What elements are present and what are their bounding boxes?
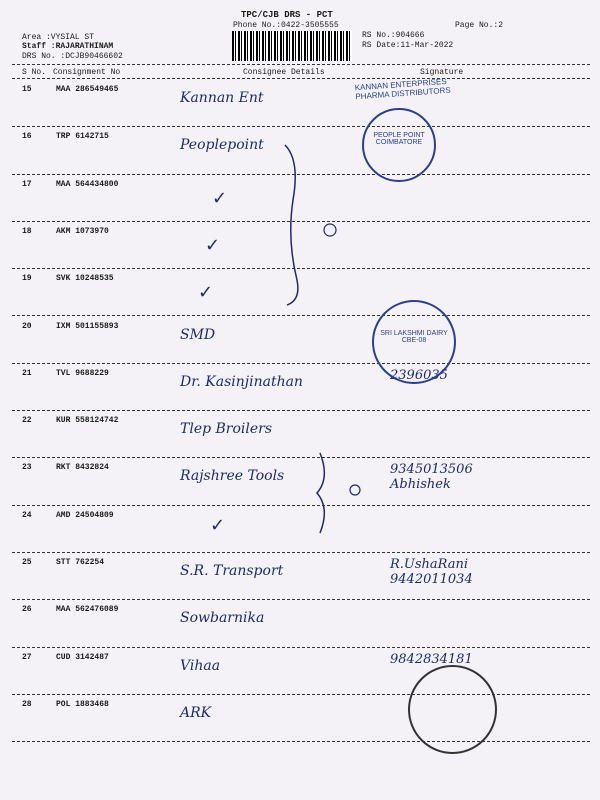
row-consignee: Peoplepoint: [180, 137, 264, 154]
row-sno: 21: [22, 368, 32, 378]
lakshmi-dairy-stamp: [372, 300, 456, 384]
row-consignment-number: TVL 9688229: [56, 368, 109, 378]
row-sno: 28: [22, 699, 32, 709]
table-row: [0, 600, 600, 647]
row-sno: 27: [22, 652, 32, 662]
row-sno: 26: [22, 605, 32, 615]
table-row: [0, 553, 600, 600]
row-consignment-number: AKM 1073970: [56, 226, 109, 236]
drs-number: DRS No. :DCJB90466602: [22, 52, 123, 61]
row-consignment-number: SVK 10248535: [56, 274, 114, 284]
lakshmi-dairy-stamp-text: SRI LAKSHMI DAIRY CBE-08: [380, 330, 448, 344]
header-divider-2: [12, 78, 590, 79]
row-consignee: Vihaa: [180, 657, 221, 674]
row-sno: 24: [22, 510, 32, 520]
checkmark-icon: ✓: [210, 515, 226, 536]
row-consignment-number: MAA 564434800: [56, 179, 119, 189]
row-consignee: ARK: [180, 704, 212, 721]
staff-name: RAJARATHINAM: [55, 42, 114, 51]
row-sno: 22: [22, 416, 32, 426]
row-consignee: Kannan Ent: [180, 90, 264, 106]
row-consignment-number: RKT 8432824: [56, 463, 109, 473]
row-consignee: Dr. Kasinjinathan: [180, 373, 303, 390]
table-row: [0, 411, 600, 458]
row-sno: 19: [22, 274, 32, 284]
people-point-stamp-text: PEOPLE POINT COIMBATORE: [373, 132, 425, 146]
ark-stamp: [408, 665, 497, 754]
rs-date: RS Date:11-Mar-2022: [362, 41, 454, 50]
row-consignment-number: AMD 24504809: [56, 510, 114, 520]
row-consignment-number: POL 1883468: [56, 699, 109, 709]
staff-prefix: Staff :: [22, 42, 56, 51]
page-number: Page No.:2: [455, 21, 504, 30]
barcode: [232, 31, 352, 61]
header-divider: [12, 64, 590, 65]
phone-number: Phone No.:0422-3505555: [233, 21, 339, 30]
rs-number: RS No.:904666: [362, 31, 425, 40]
people-point-stamp: [362, 108, 436, 182]
row-divider: [12, 741, 590, 742]
table-row: [0, 648, 600, 695]
kannan-stamp-text: KANNAN ENTERPRISES PHARMA DISTRIBUTORS: [354, 76, 451, 102]
row-signature: 9345013506 Abhishek: [390, 462, 473, 493]
row-signature: 9842834181: [390, 651, 473, 667]
bracket-icon: [275, 140, 355, 310]
row-consignee: S.R. Transport: [180, 563, 284, 579]
col-consignment: Consignment No: [53, 68, 121, 77]
row-consignee: SMD: [180, 326, 216, 343]
row-sno: 16: [22, 132, 32, 142]
row-consignee: Rajshree Tools: [180, 468, 285, 485]
row-consignment-number: CUD 3142487: [56, 652, 109, 662]
row-signature: 2396035: [390, 367, 448, 383]
col-signature: Signature: [420, 68, 464, 77]
row-consignment-number: MAA 286549465: [56, 85, 119, 94]
row-consignee: Sowbarnika: [180, 610, 265, 627]
table-row: [0, 80, 600, 127]
table-row: [0, 695, 600, 742]
row-sno: 18: [22, 226, 32, 236]
checkmark-icon: ✓: [198, 282, 214, 303]
table-row: [0, 364, 600, 411]
document-title: TPC/CJB DRS - PCT: [241, 10, 333, 20]
table-row: [0, 458, 600, 505]
col-consignee: Consignee Details: [243, 68, 325, 77]
col-sno: S No.: [22, 68, 47, 77]
table-row: [0, 317, 600, 364]
checkmark-icon: ✓: [205, 235, 221, 256]
checkmark-icon: ✓: [212, 188, 228, 209]
row-consignment-number: STT 762254: [56, 558, 105, 567]
row-sno: 23: [22, 463, 32, 473]
row-consignment-number: TRP 6142715: [56, 132, 109, 142]
row-sno: 17: [22, 179, 32, 189]
staff-label: [22, 42, 113, 51]
row-sno: 20: [22, 321, 32, 331]
row-signature: R.UshaRani 9442011034: [390, 557, 473, 587]
area-label: Area :VYSIAL ST: [22, 33, 95, 42]
row-sno: 15: [22, 85, 32, 94]
row-consignment-number: MAA 562476089: [56, 605, 119, 615]
table-row: [0, 506, 600, 553]
row-consignment-number: KUR 558124742: [56, 416, 119, 426]
bracket-icon: [305, 448, 375, 538]
row-consignment-number: IXM 501155893: [56, 321, 119, 331]
row-consignee: Tlep Broilers: [180, 421, 273, 438]
row-sno: 25: [22, 558, 32, 567]
